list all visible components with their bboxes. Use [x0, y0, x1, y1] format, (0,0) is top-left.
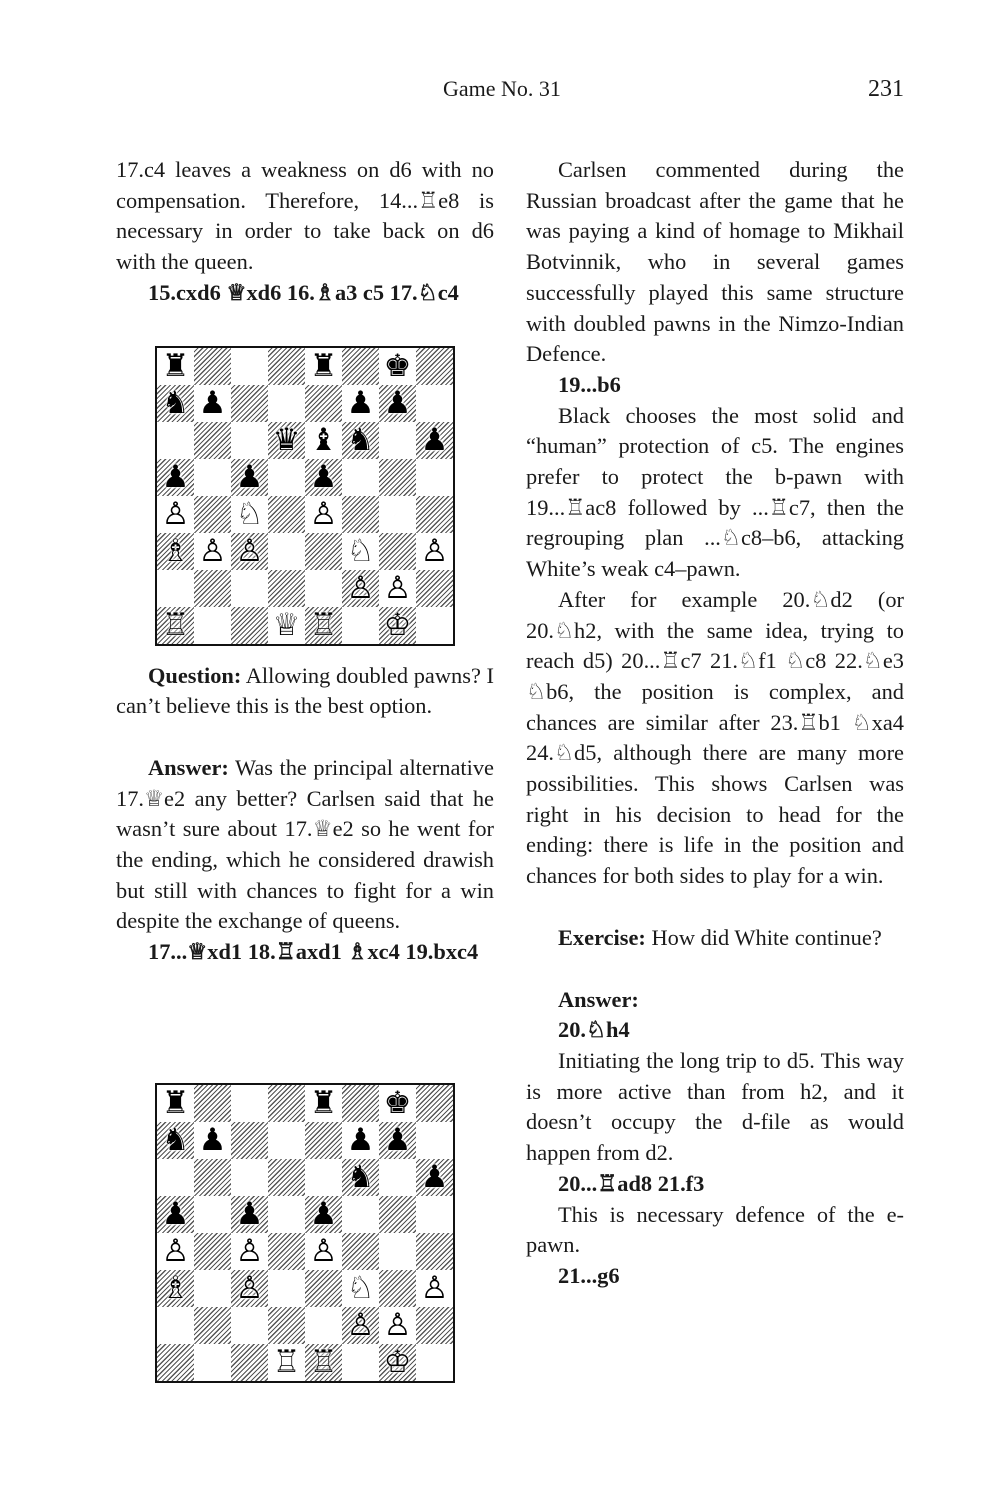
- square-h1: [416, 1344, 453, 1381]
- square-h8: [416, 1085, 453, 1122]
- white-pawn-icon: ♙: [235, 1233, 264, 1269]
- square-d5: [268, 1196, 305, 1233]
- square-b5: [194, 459, 231, 496]
- move-line: 15.cxd6 ♕xd6 16.♗a3 c5 17.♘c4: [148, 279, 459, 305]
- white-pawn-icon: ♙: [235, 533, 264, 569]
- white-pawn-icon: ♙: [309, 496, 338, 532]
- question-label: Question:: [148, 662, 242, 688]
- square-f8: [342, 1085, 379, 1122]
- square-d7: [268, 1122, 305, 1159]
- paragraph: Black chooses the most solid and “human” protection of c5. The engines prefer to protect the b-pawn with 19...♖ac8 followed by ...♖c7, then the regrouping plan ...♘c8–b6, attacking White’s weak c4–pawn.: [526, 402, 904, 582]
- black-knight-icon: ♞: [161, 385, 190, 421]
- square-c8: [231, 348, 268, 385]
- white-pawn-icon: ♙: [161, 496, 190, 532]
- black-queen-icon: ♛: [272, 422, 301, 458]
- move-line: 19...b6: [558, 371, 621, 397]
- black-knight-icon: ♞: [161, 1122, 190, 1158]
- square-h4: [416, 1233, 453, 1270]
- square-h7: [416, 385, 453, 422]
- square-f4: [342, 496, 379, 533]
- running-head: [0, 76, 1000, 106]
- black-rook-icon: ♜: [161, 1085, 190, 1121]
- square-d3: [268, 533, 305, 570]
- white-knight-icon: ♘: [346, 533, 375, 569]
- square-b2: [194, 1307, 231, 1344]
- square-g5: [379, 1196, 416, 1233]
- paragraph: Carlsen commented during the Russian broadcast after the game that he was paying a kind of homage to Mikhail Botvinnik, who in several games successfully played this same structure with doubled pawns in the Nimzo-Indian Defence.: [526, 157, 904, 367]
- square-a2: [157, 1307, 194, 1344]
- square-b1: [194, 1344, 231, 1381]
- black-rook-icon: ♜: [309, 1085, 338, 1121]
- square-f8: [342, 348, 379, 385]
- white-pawn-icon: ♙: [161, 1233, 190, 1269]
- square-c8: [231, 1085, 268, 1122]
- square-c1: [231, 1344, 268, 1381]
- square-h5: [416, 459, 453, 496]
- square-d8: [268, 348, 305, 385]
- square-h1: [416, 607, 453, 644]
- square-a6: [157, 422, 194, 459]
- black-knight-icon: ♞: [346, 1159, 375, 1195]
- white-rook-icon: ♖: [309, 1344, 338, 1380]
- white-pawn-icon: ♙: [383, 1307, 412, 1343]
- square-c7: [231, 1122, 268, 1159]
- square-c6: [231, 422, 268, 459]
- black-pawn-icon: ♟: [161, 459, 190, 495]
- black-pawn-icon: ♟: [383, 385, 412, 421]
- square-g4: [379, 496, 416, 533]
- square-a1: [157, 1344, 194, 1381]
- white-bishop-icon: ♗: [161, 1270, 190, 1306]
- square-h2: [416, 1307, 453, 1344]
- square-c1: [231, 607, 268, 644]
- square-d4: [268, 496, 305, 533]
- square-f4: [342, 1233, 379, 1270]
- black-pawn-icon: ♟: [420, 1159, 449, 1195]
- square-e6: [305, 1159, 342, 1196]
- black-pawn-icon: ♟: [235, 1196, 264, 1232]
- square-h7: [416, 1122, 453, 1159]
- square-g4: [379, 1233, 416, 1270]
- black-king-icon: ♚: [383, 1085, 412, 1121]
- square-b4: [194, 1233, 231, 1270]
- square-f5: [342, 459, 379, 496]
- square-h8: [416, 348, 453, 385]
- white-king-icon: ♔: [383, 607, 412, 643]
- square-b4: [194, 496, 231, 533]
- black-pawn-icon: ♟: [420, 422, 449, 458]
- square-g5: [379, 459, 416, 496]
- square-b3: [194, 1270, 231, 1307]
- black-knight-icon: ♞: [346, 422, 375, 458]
- square-e3: [305, 1270, 342, 1307]
- chess-diagram-1: [155, 346, 455, 646]
- square-g6: [379, 1159, 416, 1196]
- square-d7: [268, 385, 305, 422]
- white-knight-icon: ♘: [346, 1270, 375, 1306]
- answer-label: Answer:: [148, 754, 229, 780]
- black-pawn-icon: ♟: [198, 1122, 227, 1158]
- paragraph: After for example 20.♘d2 (or 20.♘h2, with the same idea, trying to reach d5) 20...♖c7 21.♘f1 ♘c8 22.♘e3 ♘b6, the position is complex, and chances are similar after 23.♖b1 ♘xa4 24.♘d5, although there are many more possibilities. This shows Carlsen was right in his decision to head for the ending: there is life in the position and chances for both sides to play for a win.: [526, 586, 904, 889]
- black-pawn-icon: ♟: [309, 459, 338, 495]
- page-number: 231: [868, 76, 904, 102]
- question-paragraph: [116, 661, 494, 722]
- exercise-paragraph: [526, 923, 904, 954]
- black-rook-icon: ♜: [309, 348, 338, 384]
- square-e3: [305, 533, 342, 570]
- white-pawn-icon: ♙: [420, 533, 449, 569]
- square-f1: [342, 1344, 379, 1381]
- square-b6: [194, 422, 231, 459]
- white-pawn-icon: ♙: [346, 1307, 375, 1343]
- answer-text: Was the principal alternative 17.♕e2 any better? Carlsen said that he wasn’t sure about 17.♕e2 so he went for the ending, which he considered drawish but still with chances to fight for a win despite the exchange of queens.: [116, 754, 494, 934]
- white-king-icon: ♔: [383, 1344, 412, 1380]
- square-c6: [231, 1159, 268, 1196]
- paragraph: 17.c4 leaves a weakness on d6 with no compensation. Therefore, 14...♖e8 is necessary in order to take back on d6 with the queen.: [116, 157, 494, 275]
- white-rook-icon: ♖: [161, 607, 190, 643]
- square-b5: [194, 1196, 231, 1233]
- chess-diagram-2: [155, 1083, 455, 1383]
- exercise-text: How did White continue?: [645, 924, 882, 950]
- square-g3: [379, 533, 416, 570]
- move-line: 20...♖ad8 21.f3: [558, 1170, 705, 1196]
- white-pawn-icon: ♙: [198, 533, 227, 569]
- white-pawn-icon: ♙: [346, 570, 375, 606]
- square-b8: [194, 348, 231, 385]
- square-f1: [342, 607, 379, 644]
- black-king-icon: ♚: [383, 348, 412, 384]
- chapter-title: Game No. 31: [443, 76, 561, 101]
- move-line: 20.♘h4: [558, 1017, 630, 1043]
- white-rook-icon: ♖: [272, 1344, 301, 1380]
- square-d3: [268, 1270, 305, 1307]
- square-d2: [268, 1307, 305, 1344]
- black-rook-icon: ♜: [161, 348, 190, 384]
- move-line: 21...g6: [558, 1262, 620, 1288]
- square-a6: [157, 1159, 194, 1196]
- square-b6: [194, 1159, 231, 1196]
- square-g6: [379, 422, 416, 459]
- square-h4: [416, 496, 453, 533]
- answer-paragraph: [116, 753, 494, 937]
- black-pawn-icon: ♟: [161, 1196, 190, 1232]
- square-b8: [194, 1085, 231, 1122]
- square-d2: [268, 570, 305, 607]
- square-h2: [416, 570, 453, 607]
- white-queen-icon: ♕: [272, 607, 301, 643]
- square-b2: [194, 570, 231, 607]
- right-column: [526, 155, 904, 1292]
- square-e7: [305, 385, 342, 422]
- question-text: Allowing doubled pawns? I can’t believe this is the best option.: [116, 662, 494, 719]
- black-bishop-icon: ♝: [309, 422, 338, 458]
- answer-label: Answer:: [558, 986, 639, 1012]
- black-pawn-icon: ♟: [309, 1196, 338, 1232]
- square-d8: [268, 1085, 305, 1122]
- white-pawn-icon: ♙: [383, 570, 412, 606]
- square-e2: [305, 570, 342, 607]
- square-c2: [231, 570, 268, 607]
- white-rook-icon: ♖: [309, 607, 338, 643]
- square-g3: [379, 1270, 416, 1307]
- paragraph: Initiating the long trip to d5. This way is more active than from h2, and it doesn’t occupy the d-file as would happen from d2.: [526, 1047, 904, 1166]
- square-b1: [194, 607, 231, 644]
- exercise-label: Exercise:: [558, 924, 646, 950]
- black-pawn-icon: ♟: [198, 385, 227, 421]
- white-pawn-icon: ♙: [235, 1270, 264, 1306]
- white-pawn-icon: ♙: [420, 1270, 449, 1306]
- black-pawn-icon: ♟: [383, 1122, 412, 1158]
- move-line: 17...♕xd1 18.♖axd1 ♗xc4 19.bxc4: [148, 939, 479, 965]
- square-d6: [268, 1159, 305, 1196]
- square-e2: [305, 1307, 342, 1344]
- black-pawn-icon: ♟: [346, 385, 375, 421]
- square-e7: [305, 1122, 342, 1159]
- square-c2: [231, 1307, 268, 1344]
- white-knight-icon: ♘: [235, 496, 264, 532]
- paragraph: This is necessary defence of the e-pawn.: [526, 1201, 904, 1258]
- white-pawn-icon: ♙: [309, 1233, 338, 1269]
- square-d5: [268, 459, 305, 496]
- square-a2: [157, 570, 194, 607]
- black-pawn-icon: ♟: [235, 459, 264, 495]
- square-d4: [268, 1233, 305, 1270]
- square-c7: [231, 385, 268, 422]
- square-f5: [342, 1196, 379, 1233]
- black-pawn-icon: ♟: [346, 1122, 375, 1158]
- square-h5: [416, 1196, 453, 1233]
- white-bishop-icon: ♗: [161, 533, 190, 569]
